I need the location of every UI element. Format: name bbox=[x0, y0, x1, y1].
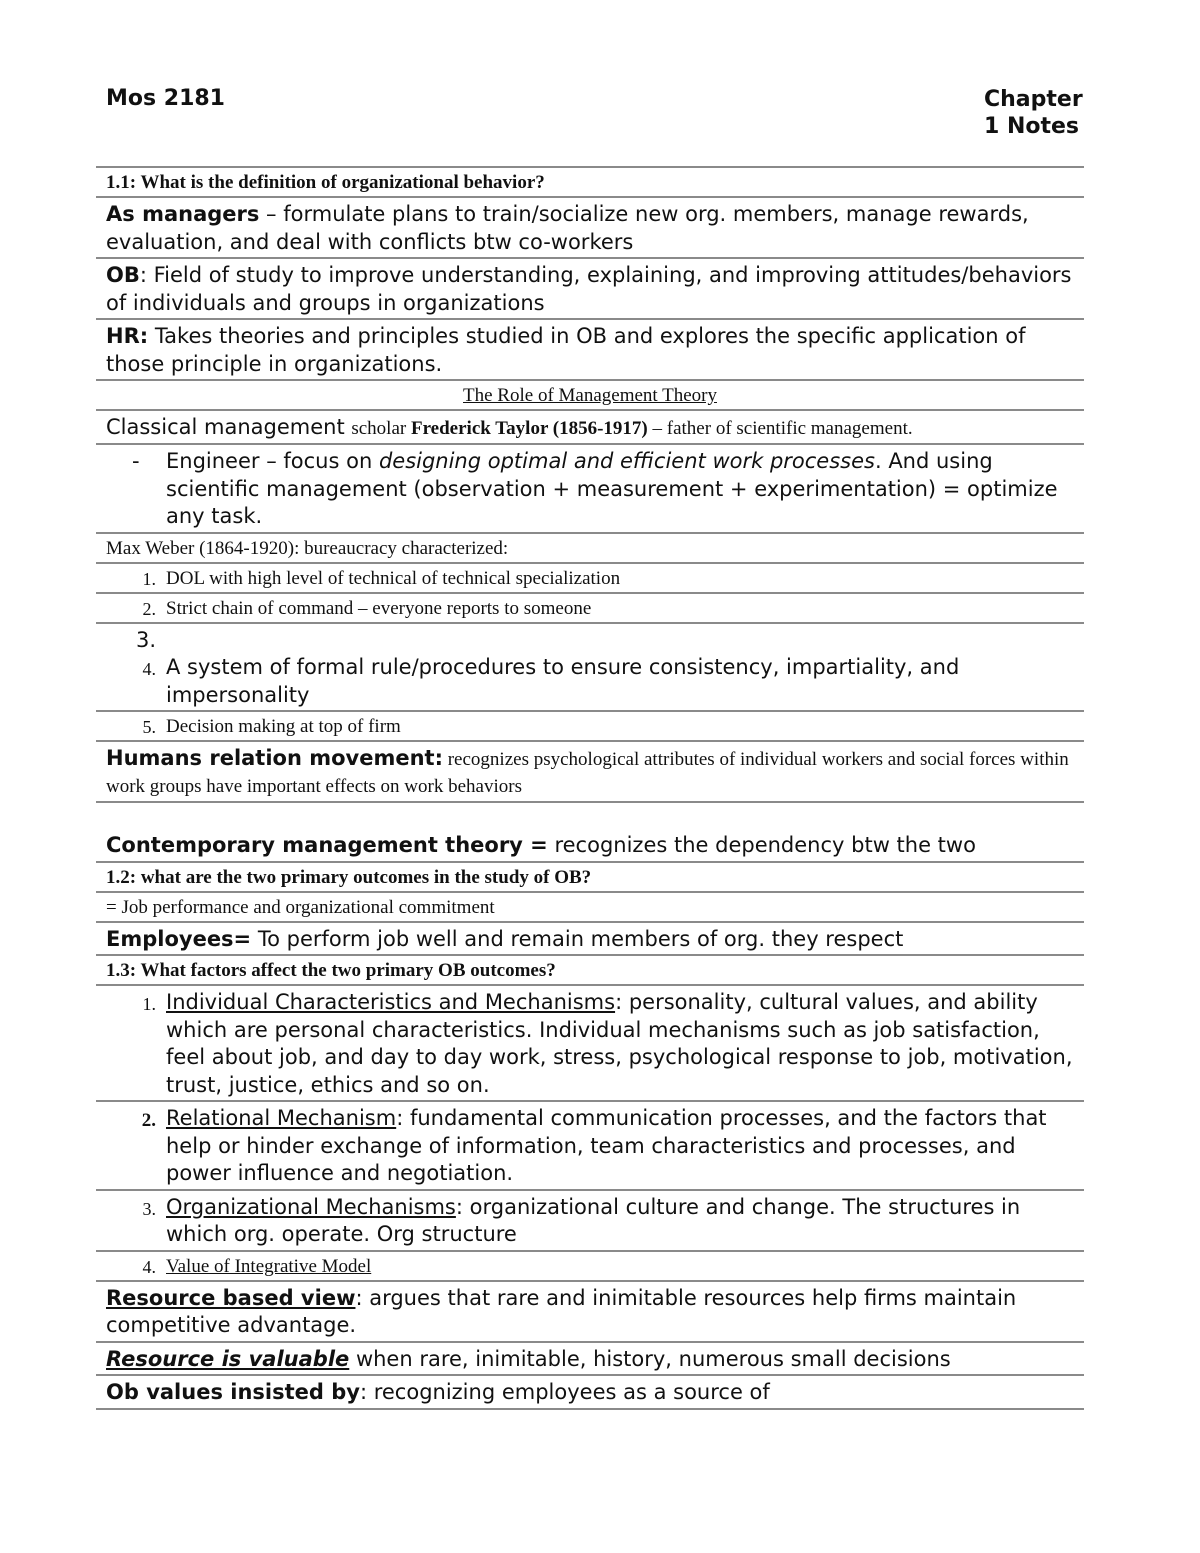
course-code: Mos 2181 bbox=[106, 86, 225, 111]
ob-term: OB bbox=[106, 263, 140, 287]
resource-valuable-note bbox=[96, 1341, 1084, 1375]
list-number: 1. bbox=[142, 994, 156, 1014]
weber-item-1 bbox=[96, 562, 1084, 592]
engineer-c: . And using scientific management (observation + measurement + experimentation) = optimize any task. bbox=[166, 449, 1058, 528]
list-number: 4. bbox=[142, 659, 156, 679]
resource-view-note bbox=[96, 1280, 1084, 1341]
factor-title: Value of Integrative Model bbox=[166, 1255, 372, 1277]
humans-text: recognizes psychological attributes of individual workers and social forces within work groups have important effects on work behaviors bbox=[106, 749, 1069, 797]
weber-item-3-4 bbox=[96, 622, 1084, 711]
factor-text: : personality, cultural values, and ability which are personal characteristics. Individual mechanisms such as job satisfaction, feel about job, and day to day work, stress, psychological response to job, motivation, trust, justice, ethics and so on. bbox=[166, 990, 1073, 1097]
document-page bbox=[96, 82, 1084, 1410]
ob-text: : Field of study to improve understanding, explaining, and improving attitudes/behaviors of individuals and groups in organizations bbox=[106, 263, 1072, 315]
engineer-a: Engineer – focus on bbox=[166, 449, 379, 473]
list-number: 3. bbox=[135, 627, 156, 652]
list-text: Strict chain of command – everyone reports to someone bbox=[166, 597, 592, 619]
hr-term: HR: bbox=[106, 324, 149, 348]
contemporary-term: Contemporary management theory = bbox=[106, 833, 548, 857]
role-heading-text: The Role of Management Theory bbox=[463, 385, 717, 406]
classical-note bbox=[96, 409, 1084, 443]
weber-item-5 bbox=[96, 710, 1084, 740]
list-text: A system of formal rule/procedures to ensure consistency, impartiality, and impersonality bbox=[166, 655, 960, 707]
list-number: 3. bbox=[142, 1198, 156, 1219]
contemporary-text: recognizes the dependency btw the two bbox=[547, 833, 976, 857]
list-number: 1. bbox=[142, 568, 156, 589]
list-number: 4. bbox=[142, 1256, 156, 1277]
factor-title: Individual Characteristics and Mechanisms bbox=[166, 990, 616, 1014]
employees-text: To perform job well and remain members of org. they respect bbox=[251, 926, 904, 951]
humans-term: Humans relation movement: bbox=[106, 746, 443, 770]
factor-1 bbox=[96, 984, 1084, 1100]
chapter-label: Chapter 1 Notes bbox=[984, 87, 1083, 139]
hr-text: Takes theories and principles studied in OB and explores the specific application of those principle in organizations. bbox=[106, 324, 1026, 376]
list-number: 2. bbox=[142, 598, 156, 619]
employees-term: Employees= bbox=[106, 926, 252, 951]
factor-title: Organizational Mechanisms bbox=[166, 1194, 456, 1219]
hr-note bbox=[96, 318, 1084, 379]
resource-view-term: Resource based view bbox=[106, 1285, 356, 1310]
contemporary-note bbox=[96, 801, 1084, 861]
question-1-2: 1.2: what are the two primary outcomes in the study of OB? bbox=[96, 861, 1084, 891]
engineer-note bbox=[96, 443, 1084, 532]
classical-name: Frederick Taylor (1856-1917) bbox=[410, 418, 648, 439]
managers-note bbox=[96, 196, 1084, 257]
ob-note bbox=[96, 257, 1084, 318]
managers-text: – formulate plans to train/socialize new org. members, manage rewards, evaluation, and deal with conflicts btw co-workers bbox=[106, 202, 1029, 254]
question-1-1: 1.1: What is the definition of organizational behavior? bbox=[96, 166, 1084, 196]
weber-note: Max Weber (1864-1920): bureaucracy characterized: bbox=[96, 532, 1084, 562]
role-heading bbox=[96, 379, 1084, 409]
ob-values-note bbox=[96, 1374, 1084, 1410]
factor-text: : fundamental communication processes, and the factors that help or hinder exchange of information, team characteristics and processes, and power influence and negotiation. bbox=[166, 1106, 1047, 1185]
humans-note bbox=[96, 740, 1084, 801]
classical-mid: scholar bbox=[351, 418, 411, 439]
factor-text: : organizational culture and change. The structures in which org. operate. Org structure bbox=[166, 1194, 1021, 1246]
bullet-dash: - bbox=[132, 449, 140, 473]
list-number: 2. bbox=[141, 1110, 156, 1131]
resource-view-text: : argues that rare and inimitable resources help firms maintain competitive advantage. bbox=[106, 1285, 1017, 1337]
document-header bbox=[96, 82, 1084, 166]
resource-valuable-term: Resource is valuable bbox=[106, 1346, 350, 1371]
ob-values-text: : recognizing employees as a source of bbox=[359, 1380, 770, 1404]
weber-item-2 bbox=[96, 592, 1084, 622]
list-text: Decision making at top of firm bbox=[166, 716, 401, 737]
classical-tail: – father of scientific management. bbox=[647, 418, 913, 439]
classical-lead: Classical management bbox=[106, 415, 352, 439]
managers-term: As managers bbox=[106, 202, 260, 226]
question-1-3: 1.3: What factors affect the two primary OB outcomes? bbox=[96, 954, 1084, 984]
list-text bbox=[166, 627, 1074, 655]
factor-3 bbox=[96, 1189, 1084, 1250]
list-text: DOL with high level of technical of technical specialization bbox=[166, 567, 621, 589]
employees-note bbox=[96, 921, 1084, 955]
engineer-b: designing optimal and efficient work processes bbox=[378, 449, 875, 473]
ob-values-term: Ob values insisted by bbox=[106, 1380, 360, 1404]
factor-2 bbox=[96, 1100, 1084, 1189]
factor-title: Relational Mechanism bbox=[166, 1106, 397, 1130]
resource-valuable-text: when rare, inimitable, history, numerous small decisions bbox=[349, 1346, 951, 1371]
factor-4 bbox=[96, 1250, 1084, 1280]
list-number: 5. bbox=[142, 717, 156, 737]
outcomes-note: = Job performance and organizational commitment bbox=[96, 891, 1084, 921]
